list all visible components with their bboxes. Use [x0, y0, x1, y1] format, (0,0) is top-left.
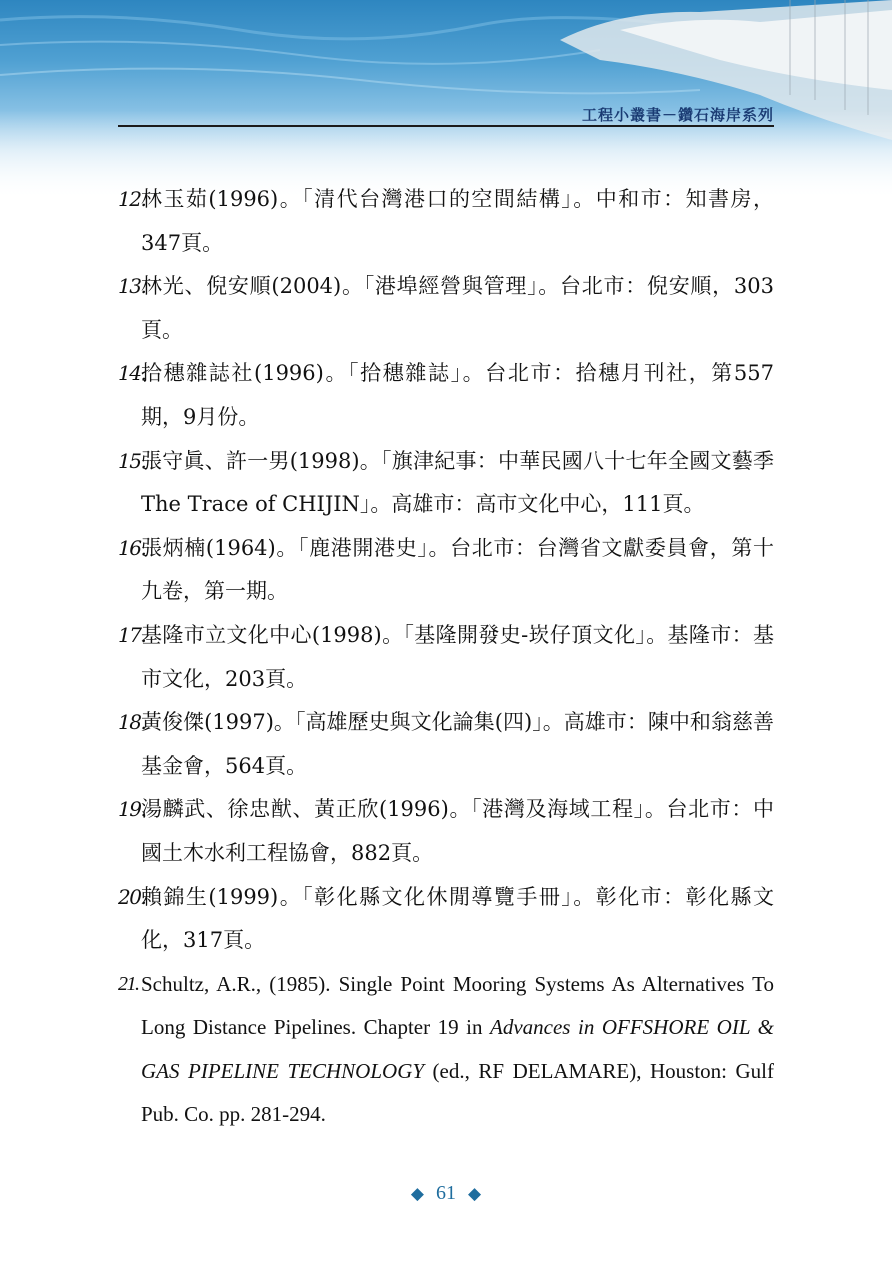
reference-number: 14. — [118, 361, 146, 386]
reference-item-19 — [118, 788, 774, 875]
reference-number: 13. — [118, 274, 146, 299]
reference-text: 黃俊傑(1997)。「高雄歷史與文化論集(四)」。高雄市：陳中和翁慈善基金會，564頁。 — [141, 710, 774, 778]
reference-item-12 — [118, 178, 774, 265]
header-banner — [0, 0, 892, 200]
reference-text: 基隆市立文化中心(1998)。「基隆開發史-崁仔頂文化」。基隆市：基市文化，203頁。 — [141, 622, 774, 691]
reference-text: 湯麟武、徐忠猷、黃正欣(1996)。「港灣及海域工程」。台北市：中國土木水利工程協會，882頁。 — [141, 797, 774, 865]
reference-item-16 — [118, 527, 774, 614]
reference-number: 12. — [118, 187, 146, 211]
reference-item-21 — [118, 963, 774, 1137]
sea-harbor-image — [0, 0, 892, 200]
reference-text: 張炳楠(1964)。「鹿港開港史」。台北市：台灣省文獻委員會，第十九卷，第一期。 — [141, 535, 774, 604]
reference-item-13 — [118, 265, 774, 352]
diamond-icon: ◆ — [468, 1184, 482, 1203]
series-title: 工程小叢書－鑽石海岸系列 — [581, 106, 774, 124]
reference-text-start: Schultz, A.R., (1985). Single Point Mooring Systems As Alternatives To Long Distance Pipelines. Chapter 19 in — [141, 971, 774, 1040]
reference-item-15 — [118, 440, 774, 527]
reference-book-title: Advances in OFFSHORE OIL & GAS PIPELINE TECHNOLOGY — [141, 1015, 774, 1083]
page-footer — [0, 1182, 892, 1205]
reference-item-20 — [118, 876, 774, 963]
diamond-icon: ◆ — [410, 1184, 424, 1203]
reference-text: 林光、倪安順(2004)。「港埠經營與管理」。台北市：倪安順，303頁。 — [141, 274, 774, 342]
reference-number: 17. — [118, 622, 146, 647]
reference-number: 19. — [118, 797, 146, 822]
reference-list — [118, 178, 774, 1137]
reference-text-end: (ed., RF DELAMARE), Houston: Gulf Pub. Co. pp. 281-294. — [141, 1058, 774, 1127]
reference-number: 21. — [118, 972, 139, 995]
reference-text: 賴錦生(1999)。「彰化縣文化休閒導覽手冊」。彰化市：彰化縣文化，317頁。 — [141, 884, 774, 953]
page-number: 61 — [436, 1182, 456, 1204]
reference-number: 20. — [118, 884, 146, 909]
reference-number: 16. — [118, 535, 146, 560]
reference-text — [141, 972, 774, 1127]
reference-item-14 — [118, 352, 774, 439]
reference-item-18 — [118, 701, 774, 788]
reference-text: 張守眞、許一男(1998)。「旗津紀事：中華民國八十七年全國文藝季 The Trace of CHIJIN」。高雄市：高市文化中心，111頁。 — [141, 448, 774, 517]
header-divider — [118, 125, 774, 127]
reference-number: 18. — [118, 710, 146, 735]
reference-number: 15. — [118, 448, 146, 473]
reference-text: 拾穗雜誌社(1996)。「拾穗雜誌」。台北市：拾穗月刊社，第557期，9月份。 — [141, 361, 774, 429]
reference-item-17 — [118, 614, 774, 701]
reference-text: 林玉茹(1996)。「清代台灣港口的空間結構」。中和市：知書房，347頁。 — [141, 187, 774, 255]
